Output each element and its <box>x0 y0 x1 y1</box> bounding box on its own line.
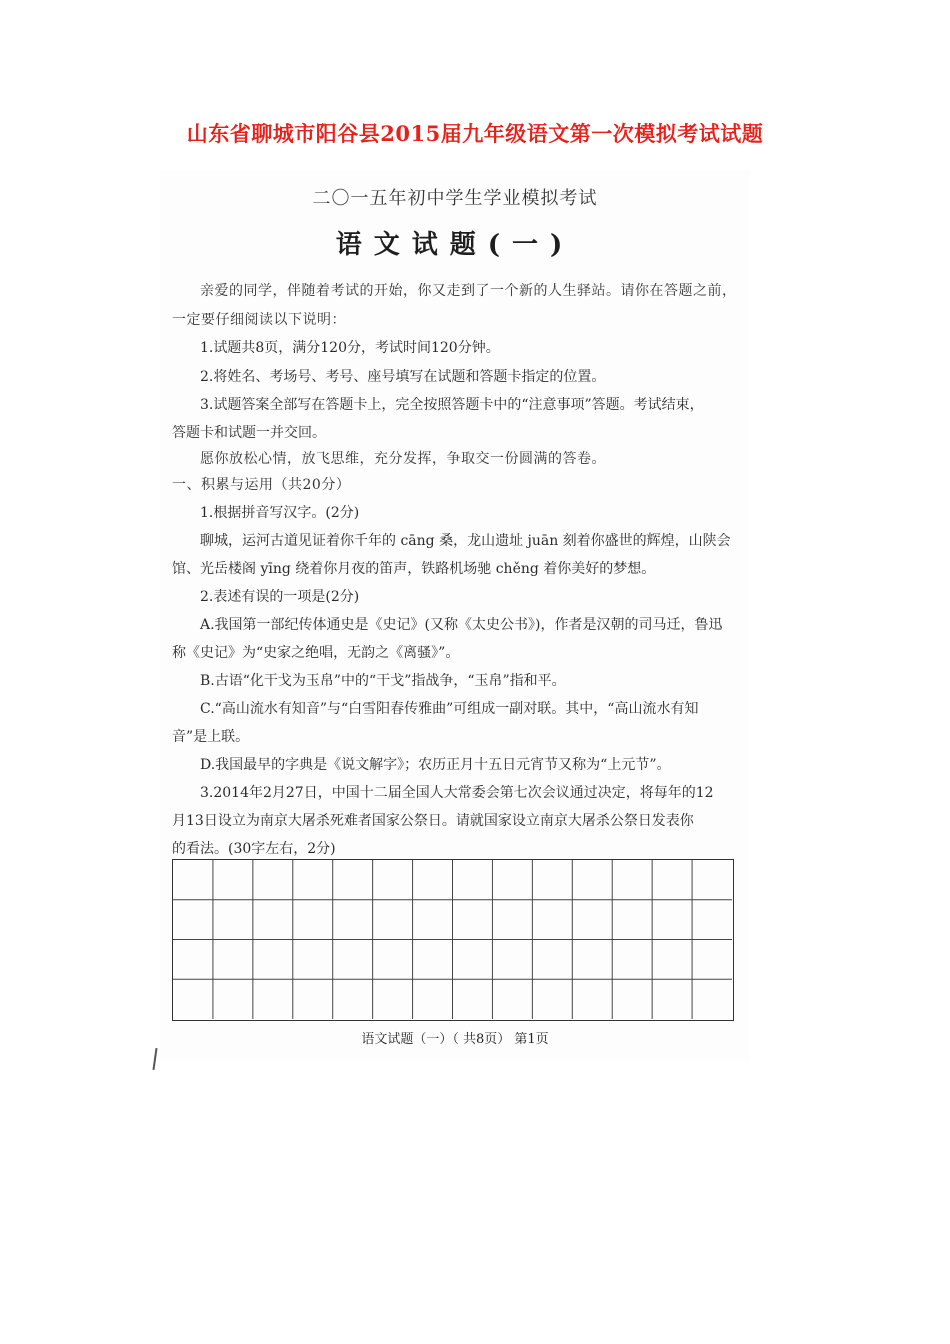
question-2-title: 2.表述有误的一项是(2分) <box>200 589 360 605</box>
question-1-line-2: 馆、光岳楼阁 yīng 绕着你月夜的笛声，铁路机场驰 chěng 着你美好的梦想。 <box>172 561 656 577</box>
rule-2: 2.将姓名、考场号、考号、座号填写在试题和答题卡指定的位置。 <box>200 369 606 385</box>
question-2-option-a-line-1: A.我国第一部纪传体通史是《史记》(又称《太史公书》)，作者是汉朝的司马迁，鲁迅 <box>200 617 723 633</box>
question-2-option-b: B.古语“化干戈为玉帛”中的“干戈”指战争，“玉帛”指和平。 <box>200 673 566 689</box>
question-2-option-a-line-2: 称《史记》为“史家之绝唱，无韵之《离骚》”。 <box>172 645 460 661</box>
exam-subtitle: 二〇一五年初中学生学业模拟考试 <box>312 188 598 209</box>
rule-1: 1.试题共8页，满分120分，考试时间120分钟。 <box>200 340 500 356</box>
scan-artifact-mark <box>152 1048 157 1070</box>
exam-title: 语文试题(一) <box>335 230 575 260</box>
intro-line-2: 一定要仔细阅读以下说明： <box>172 312 346 328</box>
page-footer: 语文试题（一）（ 共8页） 第1页 <box>361 1032 549 1047</box>
intro-line-1: 亲爱的同学，伴随着考试的开始，你又走到了一个新的人生驿站。请你在答题之前， <box>200 283 737 299</box>
rule-3-line-2: 答题卡和试题一并交回。 <box>172 425 326 441</box>
question-1-line-1: 聊城，运河古道见证着你千年的 cāng 桑，龙山遗址 juān 刻着你盛世的辉煌，山陕会 <box>200 533 731 549</box>
document-title: 山东省聊城市阳谷县2015届九年级语文第一次模拟考试试题 <box>186 121 764 146</box>
answer-grid[interactable] <box>172 859 734 1021</box>
answer-grid-cells <box>173 860 732 1019</box>
rule-3-line-1: 3.试题答案全部写在答题卡上，完全按照答题卡中的“注意事项”答题。考试结束， <box>200 397 704 413</box>
question-2-option-d: D.我国最早的字典是《说文解字》；农历正月十五日元宵节又称为“上元节”。 <box>200 757 671 773</box>
scanned-exam-page <box>160 170 750 1060</box>
section-1-heading: 一、积累与运用（共20分） <box>172 477 351 493</box>
question-3-line-2: 月13日设立为南京大屠杀死难者国家公祭日。请就国家设立南京大屠杀公祭日发表你 <box>172 813 694 829</box>
question-1-title: 1.根据拼音写汉字。(2分) <box>200 505 360 521</box>
question-2-option-c-line-2: 音”是上联。 <box>172 729 250 745</box>
question-3-line-3: 的看法。(30字左右，2分) <box>172 841 336 857</box>
good-luck-wish: 愿你放松心情，放飞思维，充分发挥，争取交一份圆满的答卷。 <box>200 451 606 467</box>
question-2-option-c-line-1: C.“高山流水有知音”与“白雪阳春传雅曲”可组成一副对联。其中，“高山流水有知 <box>200 701 699 717</box>
question-3-line-1: 3.2014年2月27日，中国十二届全国人大常委会第七次会议通过决定，将每年的12 <box>200 785 714 801</box>
